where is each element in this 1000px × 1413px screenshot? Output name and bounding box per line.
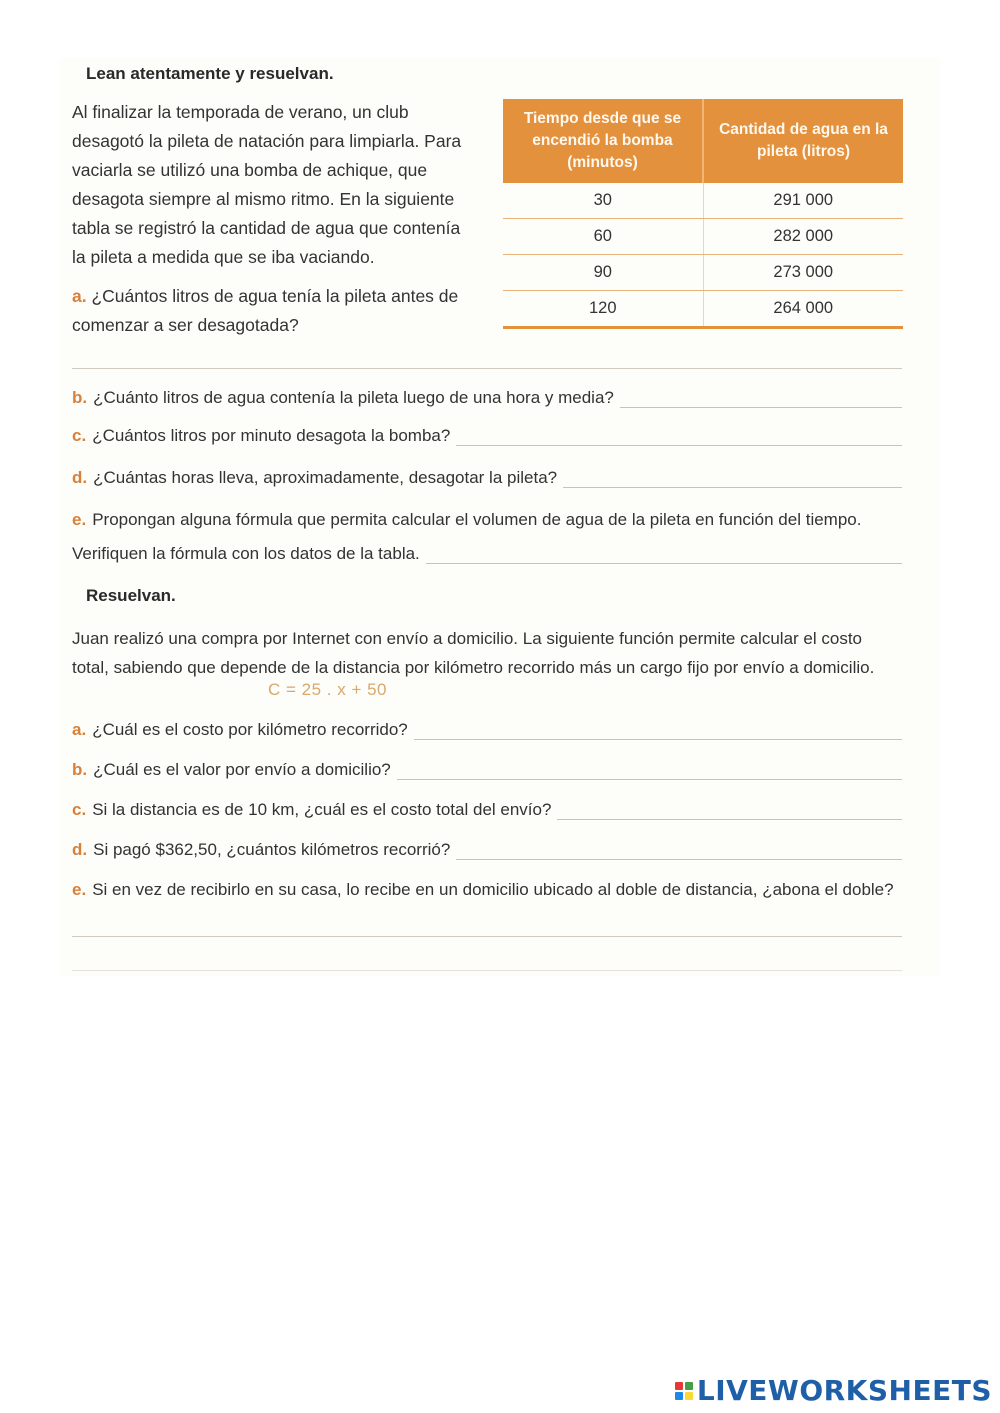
- question-1d: [72, 468, 902, 488]
- logo-square: [685, 1392, 693, 1400]
- answer-line-1a[interactable]: [72, 368, 902, 369]
- question-2c: [72, 800, 902, 820]
- section2-heading: Resuelvan.: [86, 586, 176, 605]
- answer-line-2b[interactable]: [397, 761, 902, 780]
- question-text: Propongan alguna fórmula que permita calcular el volumen de agua de la pileta en función del tiempo.: [92, 510, 862, 529]
- question-letter: b.: [72, 760, 88, 779]
- question-letter: d.: [72, 468, 88, 487]
- table-header-time: Tiempo desde que se encendió la bomba (minutos): [503, 99, 703, 183]
- question-2e: [72, 880, 902, 900]
- section1-intro: [72, 98, 492, 272]
- table-header-water: Cantidad de agua en la pileta (litros): [703, 99, 903, 183]
- answer-line-1b[interactable]: [620, 389, 902, 408]
- question-text: Si en vez de recibirlo en su casa, lo recibe en un domicilio ubicado al doble de distancia, ¿abona el doble?: [92, 880, 894, 899]
- question-text: ¿Cuánto litros de agua contenía la pileta luego de una hora y media?: [93, 388, 614, 407]
- question-text: ¿Cuántos litros de agua tenía la pileta antes de: [91, 286, 459, 306]
- question-text: ¿Cuántas horas lleva, aproximadamente, desagotar la pileta?: [93, 468, 558, 487]
- drain-data-table: [503, 99, 903, 329]
- section2-intro: [72, 624, 874, 682]
- table-cell: 264 000: [703, 291, 903, 328]
- question-letter: c.: [72, 800, 87, 819]
- question-text: Si la distancia es de 10 km, ¿cuál es el costo total del envío?: [92, 800, 552, 819]
- question-1c: [72, 426, 902, 446]
- intro-line: Juan realizó una compra por Internet con envío a domicilio. La siguiente función permite calcular el costo: [72, 629, 862, 648]
- intro-line: vaciarla se utilizó una bomba de achique, que: [72, 160, 428, 180]
- table-row: [503, 291, 903, 328]
- question-1a: [72, 282, 492, 340]
- answer-line-2a[interactable]: [414, 721, 902, 740]
- logo-square: [685, 1382, 693, 1390]
- table-row: [503, 219, 903, 255]
- table-cell: 90: [503, 255, 703, 291]
- question-text: Verifiquen la fórmula con los datos de la tabla.: [72, 544, 420, 563]
- question-letter: a.: [72, 286, 87, 306]
- question-text: ¿Cuántos litros por minuto desagota la bomba?: [92, 426, 451, 445]
- question-2a: [72, 720, 902, 740]
- answer-line-2e[interactable]: [72, 936, 902, 937]
- logo-mark-icon: [675, 1382, 693, 1400]
- table-row: [503, 255, 903, 291]
- cost-formula: C = 25 . x + 50: [268, 680, 388, 699]
- question-text: ¿Cuál es el valor por envío a domicilio?: [93, 760, 391, 779]
- question-1e-cont: [72, 544, 902, 564]
- logo-square: [675, 1382, 683, 1390]
- section1-heading: Lean atentamente y resuelvan.: [86, 64, 334, 83]
- logo-square: [675, 1392, 683, 1400]
- question-letter: d.: [72, 840, 88, 859]
- intro-line: la pileta a medida que se iba vaciando.: [72, 247, 375, 267]
- answer-line-1c[interactable]: [456, 427, 902, 446]
- question-letter: e.: [72, 510, 87, 529]
- question-text: Si pagó $362,50, ¿cuántos kilómetros recorrió?: [93, 840, 451, 859]
- question-text: ¿Cuál es el costo por kilómetro recorrido?: [92, 720, 408, 739]
- answer-line-2c[interactable]: [557, 801, 902, 820]
- answer-line-2e-extra[interactable]: [72, 970, 902, 971]
- table-cell: 120: [503, 291, 703, 328]
- question-1e: [72, 510, 902, 530]
- table-cell: 30: [503, 183, 703, 219]
- intro-line: desagotó la pileta de natación para limpiarla. Para: [72, 131, 462, 151]
- table-cell: 60: [503, 219, 703, 255]
- liveworksheets-logo: [675, 1374, 992, 1407]
- intro-line: tabla se registró la cantidad de agua que contenía: [72, 218, 461, 238]
- answer-line-2d[interactable]: [456, 841, 902, 860]
- question-2b: [72, 760, 902, 780]
- logo-text: LIVEWORKSHEETS: [696, 1374, 992, 1407]
- intro-line: total, sabiendo que depende de la distancia por kilómetro recorrido más un cargo fijo por envío a domicilio.: [72, 658, 875, 677]
- question-letter: c.: [72, 426, 87, 445]
- question-1b: [72, 388, 902, 408]
- answer-line-1e[interactable]: [426, 545, 902, 564]
- question-letter: a.: [72, 720, 87, 739]
- intro-line: desagota siempre al mismo ritmo. En la siguiente: [72, 189, 455, 209]
- question-letter: e.: [72, 880, 87, 899]
- answer-line-1d[interactable]: [563, 469, 902, 488]
- intro-line: Al finalizar la temporada de verano, un club: [72, 102, 409, 122]
- question-2d: [72, 840, 902, 860]
- question-text: comenzar a ser desagotada?: [72, 315, 299, 335]
- question-letter: b.: [72, 388, 88, 407]
- table-cell: 273 000: [703, 255, 903, 291]
- table-cell: 291 000: [703, 183, 903, 219]
- table-cell: 282 000: [703, 219, 903, 255]
- table-row: [503, 183, 903, 219]
